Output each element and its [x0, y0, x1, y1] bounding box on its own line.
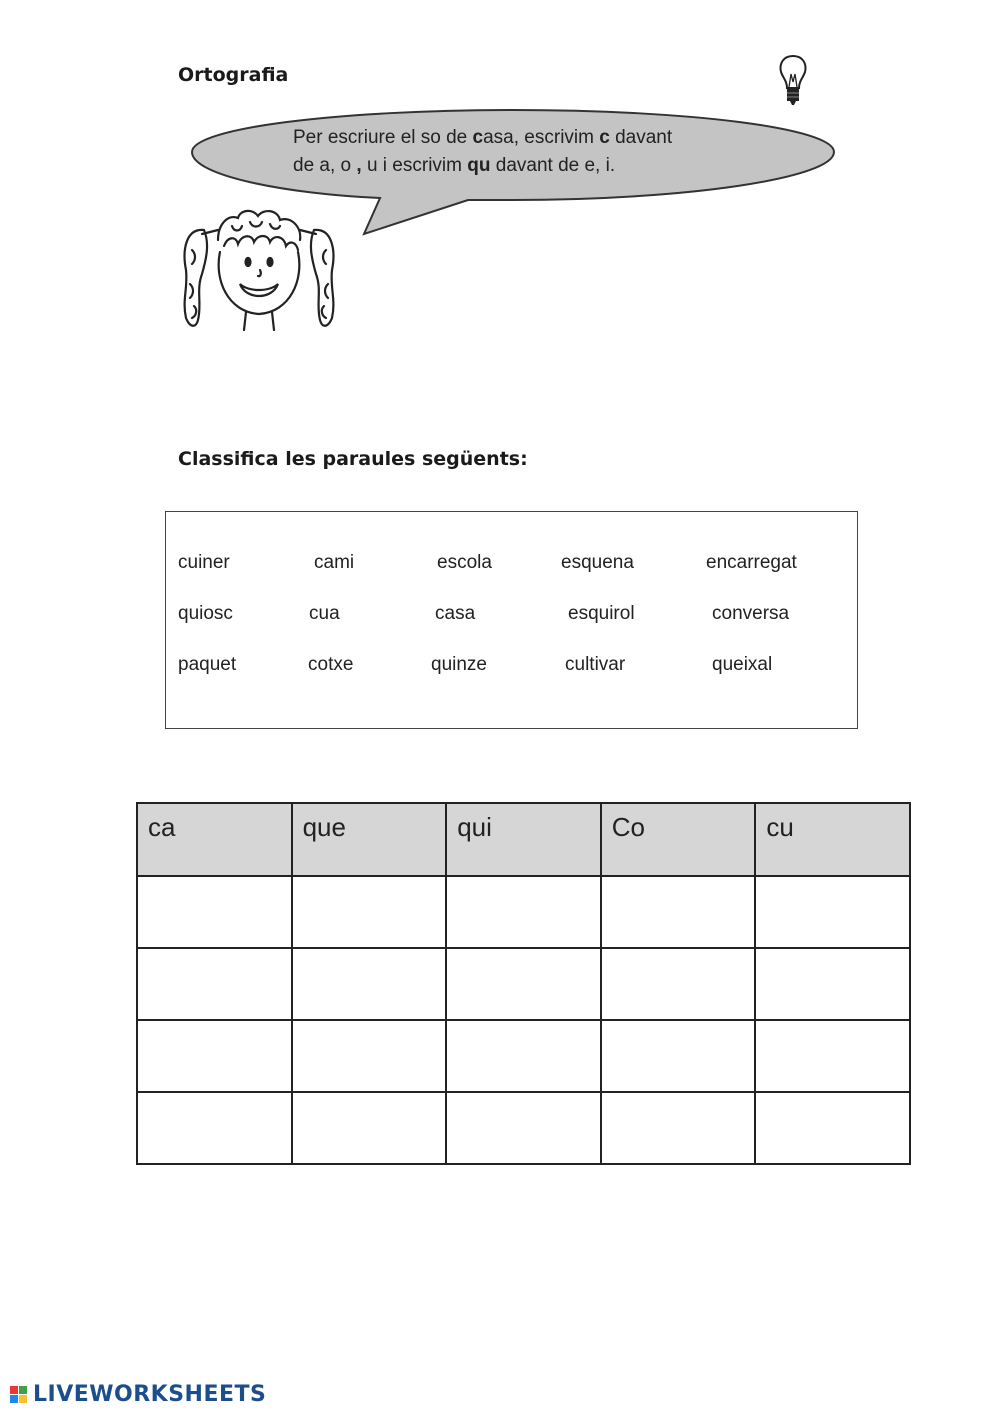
answer-cell[interactable] [755, 876, 910, 948]
answer-cell[interactable] [601, 876, 756, 948]
word-item: quiosc [178, 603, 233, 624]
word-item: casa [435, 603, 476, 624]
answer-cell[interactable] [137, 876, 292, 948]
table-row [137, 1020, 910, 1092]
speech-bubble-text [293, 124, 793, 180]
word-item: queixal [712, 654, 773, 675]
table-row [137, 948, 910, 1020]
brand-logo-icon [10, 1386, 27, 1403]
answer-cell[interactable] [446, 1020, 601, 1092]
word-item: quinze [431, 654, 487, 675]
word-item: cultivar [565, 654, 626, 675]
answer-cell[interactable] [446, 948, 601, 1020]
answer-cell[interactable] [137, 1092, 292, 1164]
table-row [137, 1092, 910, 1164]
answer-cell[interactable] [601, 1020, 756, 1092]
answer-cell[interactable] [755, 948, 910, 1020]
word-item: escola [437, 552, 492, 573]
answer-cell[interactable] [292, 948, 447, 1020]
answer-cell[interactable] [137, 948, 292, 1020]
answer-cell[interactable] [292, 876, 447, 948]
word-item: encarregat [706, 552, 797, 573]
answer-cell[interactable] [446, 876, 601, 948]
word-item: cotxe [308, 654, 354, 675]
exercise-instruction: Classifica les paraules següents: [178, 448, 528, 470]
brand-name: LIVEWORKSHEETS [33, 1382, 267, 1407]
answer-cell[interactable] [601, 1092, 756, 1164]
answer-cell[interactable] [292, 1020, 447, 1092]
answer-cell[interactable] [755, 1020, 910, 1092]
word-item: esquirol [568, 603, 635, 624]
header-cu: cu [755, 803, 910, 876]
word-item: esquena [561, 552, 634, 573]
girl-illustration [174, 200, 344, 335]
word-item: cami [314, 552, 355, 573]
word-item: conversa [712, 603, 790, 624]
answer-cell[interactable] [137, 1020, 292, 1092]
table-row [137, 876, 910, 948]
answer-cell[interactable] [446, 1092, 601, 1164]
table-header-row [137, 803, 910, 876]
header-que: que [292, 803, 447, 876]
answer-cell[interactable] [755, 1092, 910, 1164]
classification-table [136, 802, 911, 1165]
lightbulb-icon [776, 54, 810, 108]
answer-cell[interactable] [601, 948, 756, 1020]
answer-cell[interactable] [292, 1092, 447, 1164]
bubble-line-1: Per escriure el so de casa, escrivim c davant [293, 127, 673, 148]
header-co: Co [601, 803, 756, 876]
page-title: Ortografia [178, 64, 289, 86]
word-item: cuiner [178, 552, 230, 573]
word-item: cua [309, 603, 340, 624]
header-qui: qui [446, 803, 601, 876]
word-bank [165, 511, 858, 729]
word-item: paquet [178, 654, 237, 675]
bubble-line-2: de a, o , u i escrivim qu davant de e, i. [293, 155, 616, 176]
header-ca: ca [137, 803, 292, 876]
brand-footer[interactable] [10, 1382, 266, 1407]
